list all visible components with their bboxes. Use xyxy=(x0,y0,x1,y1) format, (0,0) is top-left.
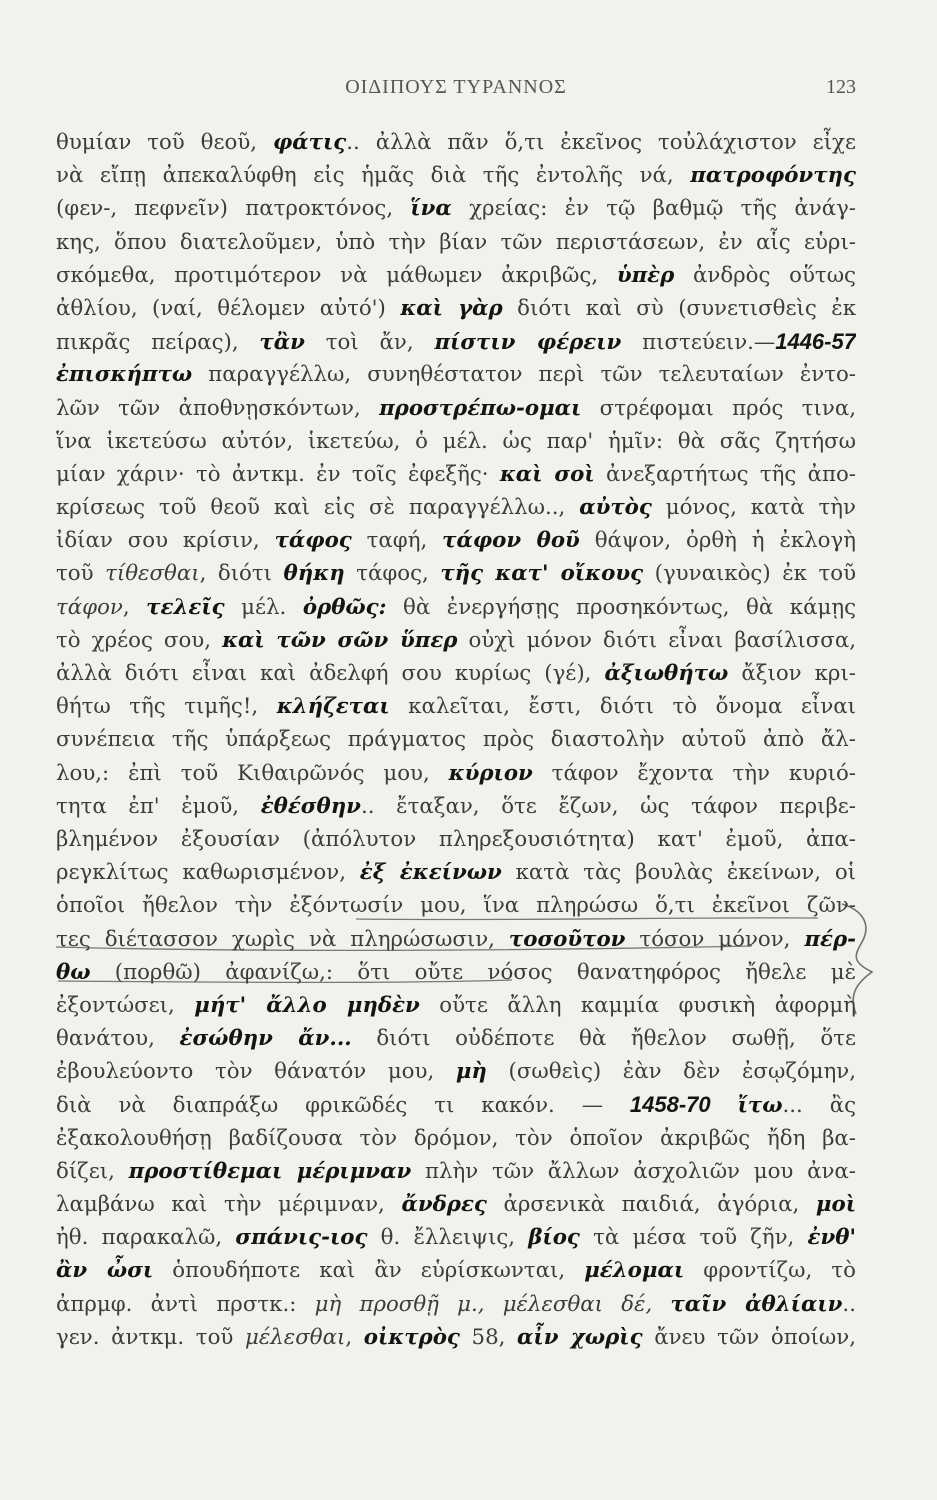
text-segment: λου,: ἐπὶ τοῦ Κιθαιρῶνός μου, xyxy=(56,760,449,786)
text-segment: , xyxy=(122,594,147,620)
text-line xyxy=(56,126,856,159)
text-segment: ρεγκλίτως καθωρισμένον, xyxy=(56,860,360,886)
text-segment xyxy=(711,1093,738,1118)
text-segment: μέλεσθαι xyxy=(245,1324,346,1350)
text-line xyxy=(56,823,856,856)
text-line xyxy=(56,192,856,225)
text-segment: ἀρσενικὰ παιδιά, ἀγόρια, xyxy=(486,1192,816,1217)
text-segment: (φεν-, πεφνεῖν) πατροκτόνος, xyxy=(56,196,411,222)
text-segment: παραγγέλλω, συνηθέστατον περὶ τῶν τελευταίων ἐντο- xyxy=(192,362,856,388)
text-segment: κρίσεως τοῦ θεοῦ καὶ εἰς σὲ παραγγέλλω.., xyxy=(56,495,580,521)
text-line xyxy=(56,1221,856,1254)
text-segment: τοῦ xyxy=(56,561,106,587)
text-segment: νὰ εἴπῃ ἀπεκαλύφθη εἰς ἡμᾶς διὰ τῆς ἐντολῆς νά, xyxy=(56,163,691,189)
text-segment: συνέπεια τῆς ὑπάρξεως πράγματος πρὸς διαστολὴν αὐτοῦ ἀπὸ ἄλ- xyxy=(56,727,856,753)
running-title: ΟΙΔΙΠΟΥΣ ΤΥΡΑΝΝΟΣ xyxy=(345,76,567,98)
text-segment: σκόμεθα, προτιμότερον νὰ μάθωμεν ἀκριβῶς, xyxy=(56,262,617,288)
lemma-term: τάφον θοῦ xyxy=(442,528,580,554)
text-segment: λαμβάνω καὶ τὴν μέριμναν, xyxy=(56,1192,402,1217)
text-segment: τάφος, xyxy=(344,561,441,587)
text-segment: θάψον, ὀρθὴ ἡ ἐκλογὴ xyxy=(579,528,856,554)
text-segment: μὴ προσθῇ μ., μέλεσθαι δέ, xyxy=(314,1291,653,1317)
lemma-term: ἐσώθην ἄν... xyxy=(179,1026,352,1052)
text-segment: μίαν χάριν· τὸ ἀντκμ. ἐν τοῖς ἐφεξῆς· xyxy=(56,461,500,487)
text-line xyxy=(56,790,856,823)
text-segment: ὁποῖοι ἤθελον τὴν ἐξόντωσίν μου, ἵνα πληρώσω ὅ,τι ἐκεῖνοι ζῶν- xyxy=(56,893,856,919)
text-segment: κης, ὅπου διατελοῦμεν, ὑπὸ τὴν βίαν τῶν περιστάσεων, ἐν αἷς εὑρι- xyxy=(56,229,856,255)
text-line xyxy=(56,624,856,657)
text-segment: ... ἂς xyxy=(782,1093,856,1119)
text-segment: 58, xyxy=(459,1324,518,1350)
lemma-term: τάφος xyxy=(274,528,352,554)
lemma-term: ὑπὲρ xyxy=(616,262,675,288)
text-segment: θυμίαν τοῦ θεοῦ, xyxy=(56,130,273,155)
verse-reference: 1446-57 xyxy=(775,329,856,355)
text-segment: .. ἔταξαν, ὅτε ἔζων, ὡς τάφον περιβε- xyxy=(360,793,856,819)
text-segment: δίζει, xyxy=(56,1158,129,1184)
text-segment: στρέφομαι πρός τινα, xyxy=(581,395,856,421)
text-line xyxy=(56,557,856,590)
text-segment: διότι οὐδέποτε θὰ ἤθελον σωθῇ, ὅτε xyxy=(351,1026,856,1052)
lemma-term: προστίθεμαι μέριμναν xyxy=(128,1158,412,1184)
text-segment: ἰδίαν σου κρίσιν, xyxy=(56,528,275,554)
lemma-term: κύριον xyxy=(448,760,533,786)
text-line xyxy=(56,358,856,391)
text-line xyxy=(56,1254,856,1287)
text-line xyxy=(56,325,856,358)
text-segment: ἐξοντώσει, xyxy=(56,992,195,1018)
text-segment: ἀλλὰ διότι εἶναι καὶ ἀδελφή σου κυρίως (γέ), xyxy=(56,661,605,686)
lemma-term: μοὶ xyxy=(815,1192,856,1217)
text-segment: θὰ ἐνεργήσῃς προσηκόντως, θὰ κάμῃς xyxy=(386,594,856,620)
text-segment: ὁπουδήποτε καὶ ἂν εὑρίσκωνται, xyxy=(153,1258,585,1284)
text-line xyxy=(56,1055,856,1088)
text-segment: ἀθλίου, (ναί, θέλομεν αὐτό') xyxy=(56,295,401,321)
lemma-term: θήκη xyxy=(283,561,345,587)
lemma-term: ἴτω xyxy=(737,1093,783,1119)
text-line xyxy=(56,923,856,956)
text-line xyxy=(56,425,856,458)
lemma-term: τἂν xyxy=(259,330,305,356)
text-line xyxy=(56,159,856,192)
text-segment: (σωθεὶς) ἐὰν δὲν ἐσῳζόμην, xyxy=(486,1059,856,1085)
lemma-term: μὴ xyxy=(455,1059,487,1085)
text-segment: , διότι xyxy=(199,561,284,587)
text-segment: πιστεύειν.— xyxy=(621,330,776,356)
text-segment: τάφον xyxy=(56,594,123,620)
lemma-term: τοσοῦτον xyxy=(508,926,626,952)
text-segment: τὸ χρέος σου, xyxy=(56,627,223,653)
text-segment: οὔτε ἄλλη καμμία φυσικὴ ἀφορμὴ xyxy=(419,992,856,1018)
text-line xyxy=(56,392,856,425)
verse-reference: 1458-70 xyxy=(629,1092,711,1118)
lemma-term: πέρ- xyxy=(804,926,856,952)
text-segment: ἀπρμφ. ἀντὶ πρστκ.: xyxy=(56,1291,315,1317)
text-line xyxy=(56,1288,856,1321)
text-segment: βλημένον ἐξουσίαν (ἀπόλυτον πληρεξουσιότητα) κατ' ἐμοῦ, ἀπα- xyxy=(56,826,856,852)
lemma-term: καὶ γὰρ xyxy=(400,295,503,321)
lemma-term: ἐπισκήπτω xyxy=(56,362,193,388)
text-segment: .. xyxy=(842,1291,856,1317)
lemma-term: ἐνθ' xyxy=(807,1225,856,1251)
text-line xyxy=(56,1088,856,1121)
text-segment: μέλ. xyxy=(224,594,303,620)
text-line xyxy=(56,1022,856,1055)
text-segment: τάφον ἔχοντα τὴν κυριό- xyxy=(532,760,856,786)
text-segment: θανάτου, xyxy=(56,1026,180,1052)
text-line xyxy=(56,1188,856,1221)
text-segment: θήτω τῆς τιμῆς!, xyxy=(56,694,277,720)
lemma-term: κλήζεται xyxy=(276,694,390,720)
text-segment: ἄνευ τῶν ὁποίων, xyxy=(642,1324,856,1350)
text-segment: ἐβουλεύοντο τὸν θάνατόν μου, xyxy=(56,1059,456,1085)
text-segment: ἐξακολουθήσῃ βαδίζουσα τὸν δρόμον, τὸν ὁποῖον ἀκριβῶς ἤδη βα- xyxy=(56,1125,856,1151)
page-header xyxy=(56,76,856,106)
text-segment: οὐχὶ μόνον διότι εἶναι βασίλισσα, xyxy=(457,627,856,653)
lemma-term: καὶ σοὶ xyxy=(499,461,595,487)
text-line xyxy=(56,956,856,989)
text-line xyxy=(56,989,856,1022)
text-line xyxy=(56,1155,856,1188)
text-segment: πικρᾶς πείρας), xyxy=(56,330,260,356)
lemma-term: μήτ' ἄλλο μηδὲν xyxy=(194,992,420,1018)
text-segment: τὰ μέσα τοῦ ζῆν, xyxy=(579,1225,808,1251)
lemma-term: ἐθέσθην xyxy=(260,793,361,819)
text-line xyxy=(56,524,856,557)
commentary-text xyxy=(56,126,856,1354)
text-segment: , xyxy=(345,1324,364,1350)
lemma-term: οἰκτρὸς xyxy=(363,1324,460,1350)
text-line xyxy=(56,591,856,624)
text-segment: .. ἀλλὰ πᾶν ὅ,τι ἐκεῖνος τοὐλάχιστον εἶχε xyxy=(346,130,856,155)
lemma-term: σπάνις-ιος xyxy=(235,1225,368,1251)
lemma-term: ἀξιωθήτω xyxy=(604,661,729,686)
lemma-term: ἄνδρες xyxy=(401,1192,487,1217)
text-segment: μόνος, κατὰ τὴν xyxy=(651,495,856,521)
text-segment: τες διέτασσον χωρὶς νὰ πληρώσωσιν, xyxy=(56,926,509,952)
lemma-term: βίος xyxy=(528,1225,580,1251)
text-line xyxy=(56,856,856,889)
lemma-term: καὶ τῶν σῶν ὕπερ xyxy=(222,627,458,653)
lemma-term: μέλομαι xyxy=(584,1258,685,1284)
text-line xyxy=(56,889,856,922)
text-segment: κατὰ τὰς βουλὰς ἐκείνων, οἱ xyxy=(501,860,856,886)
lemma-term: πατροφόντης xyxy=(690,163,856,189)
lemma-term: ὀρθῶς: xyxy=(302,594,387,620)
text-segment: ἀνδρὸς οὕτως xyxy=(674,262,856,288)
lemma-term: ἂν ὦσι xyxy=(56,1258,154,1284)
text-line xyxy=(56,491,856,524)
text-line xyxy=(56,657,856,690)
text-segment: πλὴν τῶν ἄλλων ἀσχολιῶν μου ἀνα- xyxy=(411,1158,856,1184)
text-segment: (πορθῶ) ἀφανίζω,: ὅτι οὔτε νόσος θανατηφόρος ἤθελε μὲ xyxy=(90,959,856,985)
text-segment: τόσον μόνον, xyxy=(625,926,805,952)
lemma-term: αἶν χωρὶς xyxy=(517,1324,643,1350)
text-segment xyxy=(652,1292,670,1317)
text-line xyxy=(56,757,856,790)
text-line xyxy=(56,1321,856,1354)
text-segment: διὰ νὰ διαπράξω φρικῶδές τι κακόν. — xyxy=(56,1093,630,1119)
text-segment: ἄξιον κρι- xyxy=(728,661,856,686)
lemma-term: φάτις xyxy=(272,130,347,155)
lemma-term: πίστιν φέρειν xyxy=(434,330,622,356)
text-line xyxy=(56,292,856,325)
text-segment: ἵνα ἱκετεύσω αὐτόν, ἱκετεύω, ὁ μέλ. ὡς παρ' ἡμῖν: θὰ σᾶς ζητήσω xyxy=(56,428,856,454)
lemma-term: αὐτὸς xyxy=(579,495,652,521)
text-line xyxy=(56,723,856,756)
text-segment: φροντίζω, τὸ xyxy=(684,1258,856,1284)
lemma-term: ἵνα xyxy=(410,196,452,222)
text-segment: χρείας: ἐν τῷ βαθμῷ τῆς ἀνάγ- xyxy=(451,196,856,222)
text-line xyxy=(56,226,856,259)
lemma-term: ἐξ ἐκείνων xyxy=(359,860,502,886)
text-segment: ἠθ. παρακαλῶ, xyxy=(56,1225,236,1251)
lemma-term: τελεῖς xyxy=(146,594,225,620)
lemma-term: προστρέπω-ομαι xyxy=(379,395,582,421)
page-number: 123 xyxy=(826,76,856,98)
text-segment: θ. ἔλλειψις, xyxy=(367,1225,529,1251)
text-segment: διότι καὶ σὺ (συνετισθεὶς ἐκ xyxy=(502,295,856,321)
lemma-term: ταῖν ἀθλίαιν xyxy=(670,1291,843,1317)
text-line xyxy=(56,259,856,292)
lemma-term: θω xyxy=(56,959,91,985)
text-segment: τοὶ ἄν, xyxy=(304,330,435,356)
text-segment: λῶν τῶν ἀποθνῃσκόντων, xyxy=(56,395,380,421)
text-segment: τητα ἐπ' ἐμοῦ, xyxy=(56,793,261,819)
lemma-term: τῆς κατ' οἴκους xyxy=(440,561,644,587)
text-line xyxy=(56,690,856,723)
text-line xyxy=(56,458,856,491)
text-segment: τίθεσθαι xyxy=(105,561,200,587)
text-segment: ταφή, xyxy=(351,528,443,554)
text-segment: καλεῖται, ἔστι, διότι τὸ ὄνομα εἶναι xyxy=(389,694,856,720)
text-segment: ἀνεξαρτήτως τῆς ἀπο- xyxy=(594,461,856,487)
text-segment: γεν. ἀντκμ. τοῦ xyxy=(56,1324,246,1350)
text-line xyxy=(56,1122,856,1155)
text-segment: (γυναικὸς) ἐκ τοῦ xyxy=(643,561,856,587)
